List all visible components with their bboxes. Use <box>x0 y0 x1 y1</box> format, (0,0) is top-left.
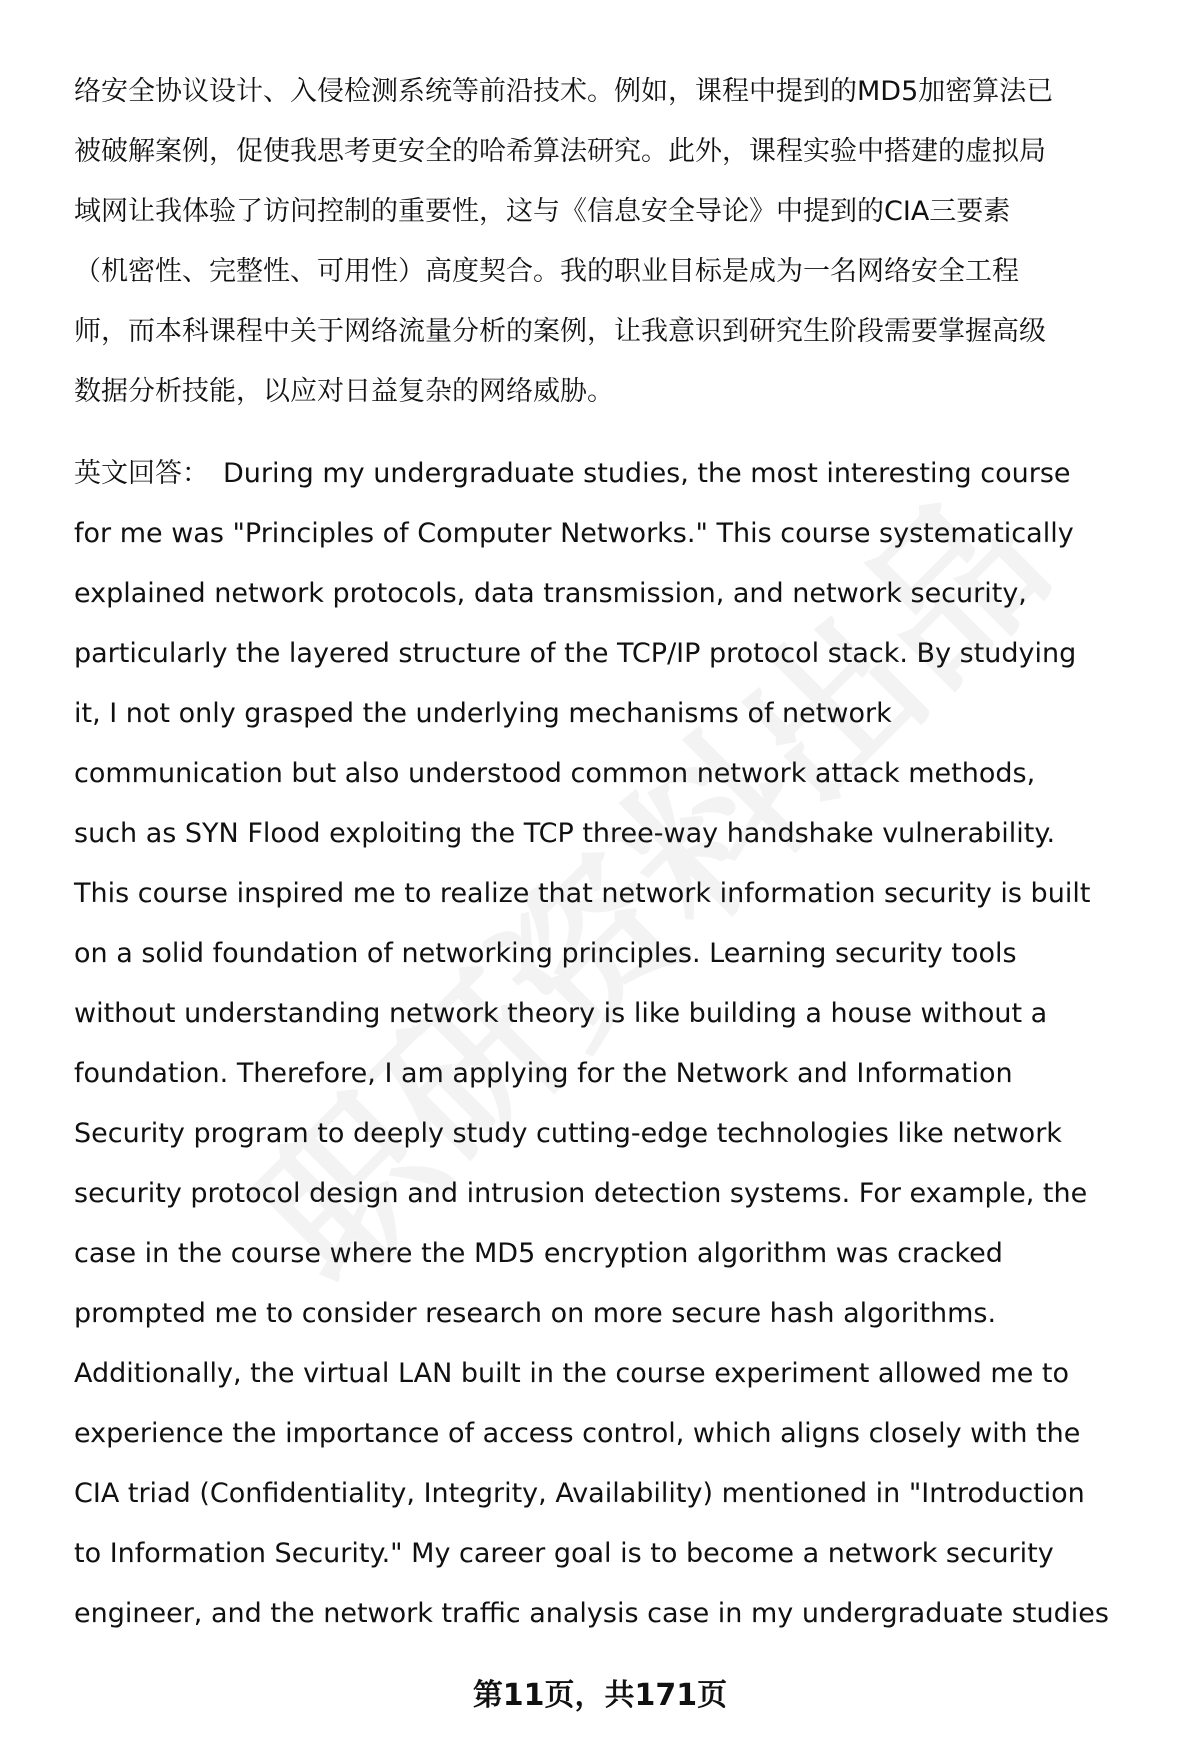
en-line-14: case in the course where the MD5 encryption algorithm was cracked <box>74 1238 1003 1269</box>
en-line-13: security protocol design and intrusion detection systems. For example, the <box>74 1178 1088 1209</box>
zh-line-4: （机密性、完整性、可用性）高度契合。我的职业目标是成为一名网络安全工程 <box>74 256 1019 287</box>
en-line-15: prompted me to consider research on more secure hash algorithms. <box>74 1298 997 1329</box>
en-line-12: Security program to deeply study cutting-edge technologies like network <box>74 1118 1062 1149</box>
en-line-16: Additionally, the virtual LAN built in the course experiment allowed me to <box>74 1358 1069 1389</box>
en-line-3: explained network protocols, data transmission, and network security, <box>74 578 1027 609</box>
en-line-10: without understanding network theory is like building a house without a <box>74 998 1048 1029</box>
en-line-11: foundation. Therefore, I am applying for the Network and Information <box>74 1058 1013 1089</box>
chinese-paragraph <box>74 62 1164 422</box>
en-line-8: This course inspired me to realize that network information security is built <box>74 878 1091 909</box>
en-line-9: on a solid foundation of networking principles. Learning security tools <box>74 938 1017 969</box>
zh-line-3: 域网让我体验了访问控制的重要性，这与《信息安全导论》中提到的CIA三要素 <box>74 196 1011 227</box>
en-line-4: particularly the layered structure of the TCP/IP protocol stack. By studying <box>74 638 1077 669</box>
page-number: 第11页，共171页 <box>472 1678 728 1713</box>
answer-label: 英文回答： <box>74 458 209 489</box>
en-line-18: CIA triad (Confidentiality, Integrity, Availability) mentioned in "Introduction <box>74 1478 1085 1509</box>
page-content <box>74 62 1164 1644</box>
en-line-17: experience the importance of access control, which aligns closely with the <box>74 1418 1081 1449</box>
en-first-line <box>74 444 1164 504</box>
english-answer-paragraph <box>74 444 1164 1644</box>
zh-line-2: 被破解案例，促使我思考更安全的哈希算法研究。此外，课程实验中搭建的虚拟局 <box>74 136 1046 167</box>
en-line-6: communication but also understood common network attack methods, <box>74 758 1036 789</box>
en-line-19: to Information Security." My career goal is to become a network security <box>74 1538 1054 1569</box>
zh-line-1: 络安全协议设计、入侵检测系统等前沿技术。例如，课程中提到的MD5加密算法已 <box>74 76 1054 107</box>
en-line-1: During my undergraduate studies, the most interesting course <box>223 458 1071 489</box>
en-line-2: for me was "Principles of Computer Networks." This course systematically <box>74 518 1074 549</box>
zh-line-6: 数据分析技能，以应对日益复杂的网络威胁。 <box>74 376 614 407</box>
en-line-5: it, I not only grasped the underlying mechanisms of network <box>74 698 892 729</box>
zh-line-5: 师，而本科课程中关于网络流量分析的案例，让我意识到研究生阶段需要掌握高级 <box>74 316 1046 347</box>
en-line-7: such as SYN Flood exploiting the TCP three-way handshake vulnerability. <box>74 818 1056 849</box>
en-line-20: engineer, and the network traffic analysis case in my undergraduate studies <box>74 1598 1109 1629</box>
